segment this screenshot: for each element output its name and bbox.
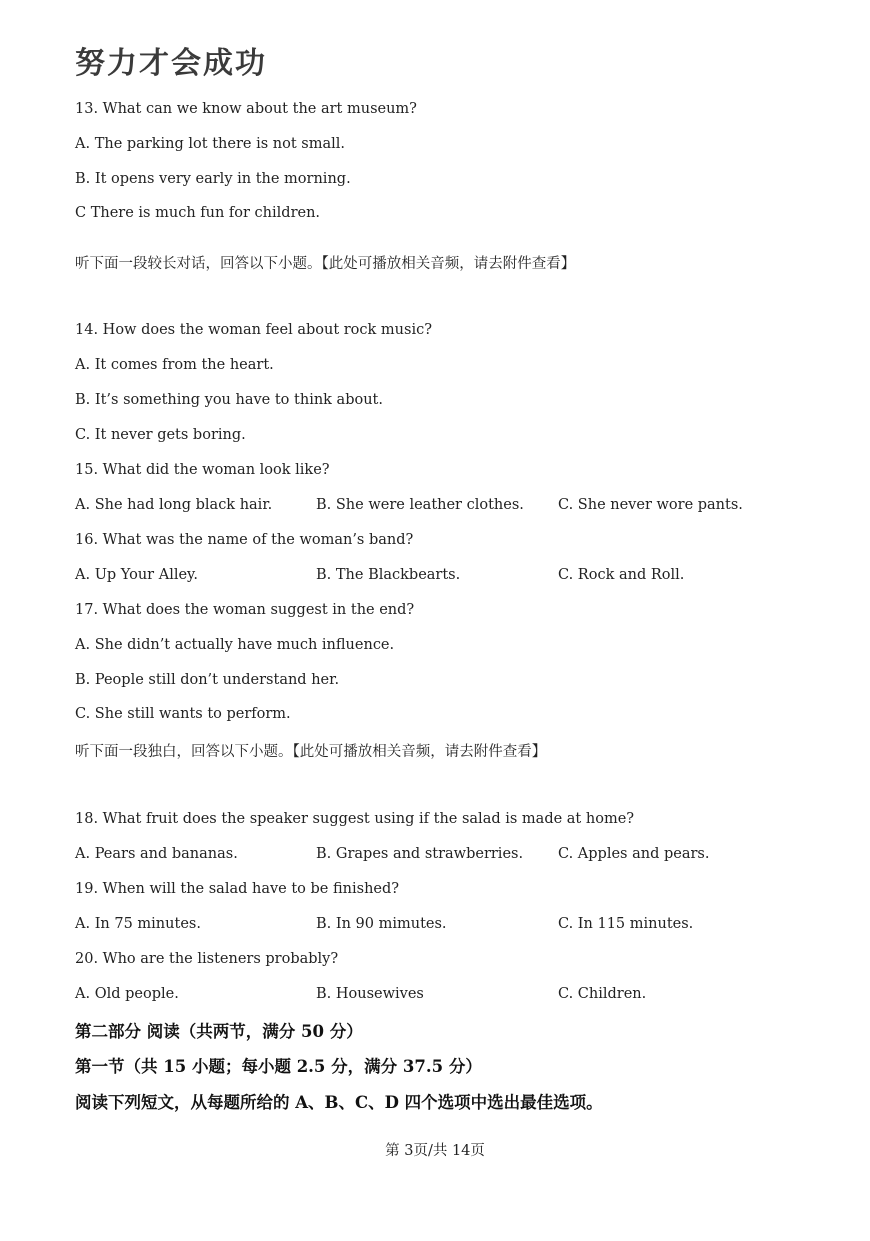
q17-option-c: C. She still wants to perform. [75, 706, 291, 722]
q19-option-c: C. In 115 minutes. [558, 916, 694, 932]
q18-option-a: A. Pears and bananas. [75, 846, 238, 862]
section-one-heading: 第一节（共 15 小题；每小题 2.5 分，满分 37.5 分） [75, 1057, 482, 1076]
q20-option-b: B. Housewives [316, 986, 424, 1002]
question-18: 18. What fruit does the speaker suggest using if the salad is made at home? [75, 811, 635, 827]
q18-option-c: C. Apples and pears. [558, 846, 710, 862]
q13-option-a: A. The parking lot there is not small. [75, 136, 345, 152]
part-two-heading: 第二部分 阅读（共两节，满分 50 分） [75, 1022, 363, 1041]
q15-option-a: A. She had long black hair. [75, 497, 273, 513]
listening-instruction-1: 听下面一段较长对话，回答以下小题。【此处可播放相关音频，请去附件查看】 [75, 256, 576, 272]
q13-option-b: B. It opens very early in the morning. [75, 171, 351, 187]
question-20: 20. Who are the listeners probably? [75, 951, 339, 967]
q17-option-a: A. She didn’t actually have much influence. [75, 637, 395, 653]
q16-option-b: B. The Blackbearts. [316, 567, 461, 583]
q19-option-b: B. In 90 mimutes. [316, 916, 447, 932]
q15-option-b: B. She were leather clothes. [316, 497, 524, 513]
q18-option-b: B. Grapes and strawberries. [316, 846, 524, 862]
question-13: 13. What can we know about the art museum? [75, 101, 417, 117]
listening-instruction-2: 听下面一段独白，回答以下小题。【此处可播放相关音频，请去附件查看】 [75, 744, 547, 760]
q17-option-b: B. People still don’t understand her. [75, 672, 340, 688]
question-15: 15. What did the woman look like? [75, 462, 330, 478]
q14-option-b: B. It’s something you have to think about. [75, 392, 383, 408]
question-19: 19. When will the salad have to be finished? [75, 881, 400, 897]
q15-option-c: C. She never wore pants. [558, 497, 743, 513]
q20-option-c: C. Children. [558, 986, 647, 1002]
q20-option-a: A. Old people. [75, 986, 179, 1002]
reading-directions: 阅读下列短文，从每题所给的 A、B、C、D 四个选项中选出最佳选项。 [75, 1093, 603, 1112]
q14-option-a: A. It comes from the heart. [75, 357, 274, 373]
page-header-title: 努力才会成功 [75, 46, 267, 81]
q16-option-a: A. Up Your Alley. [75, 567, 198, 583]
q16-option-c: C. Rock and Roll. [558, 567, 685, 583]
q13-option-c: C There is much fun for children. [75, 205, 321, 221]
page-number: 第 3页/共 14页 [385, 1143, 485, 1159]
question-16: 16. What was the name of the woman’s band? [75, 532, 414, 548]
question-17: 17. What does the woman suggest in the end? [75, 602, 415, 618]
q14-option-c: C. It never gets boring. [75, 427, 246, 443]
q19-option-a: A. In 75 minutes. [75, 916, 201, 932]
question-14: 14. How does the woman feel about rock music? [75, 322, 432, 338]
